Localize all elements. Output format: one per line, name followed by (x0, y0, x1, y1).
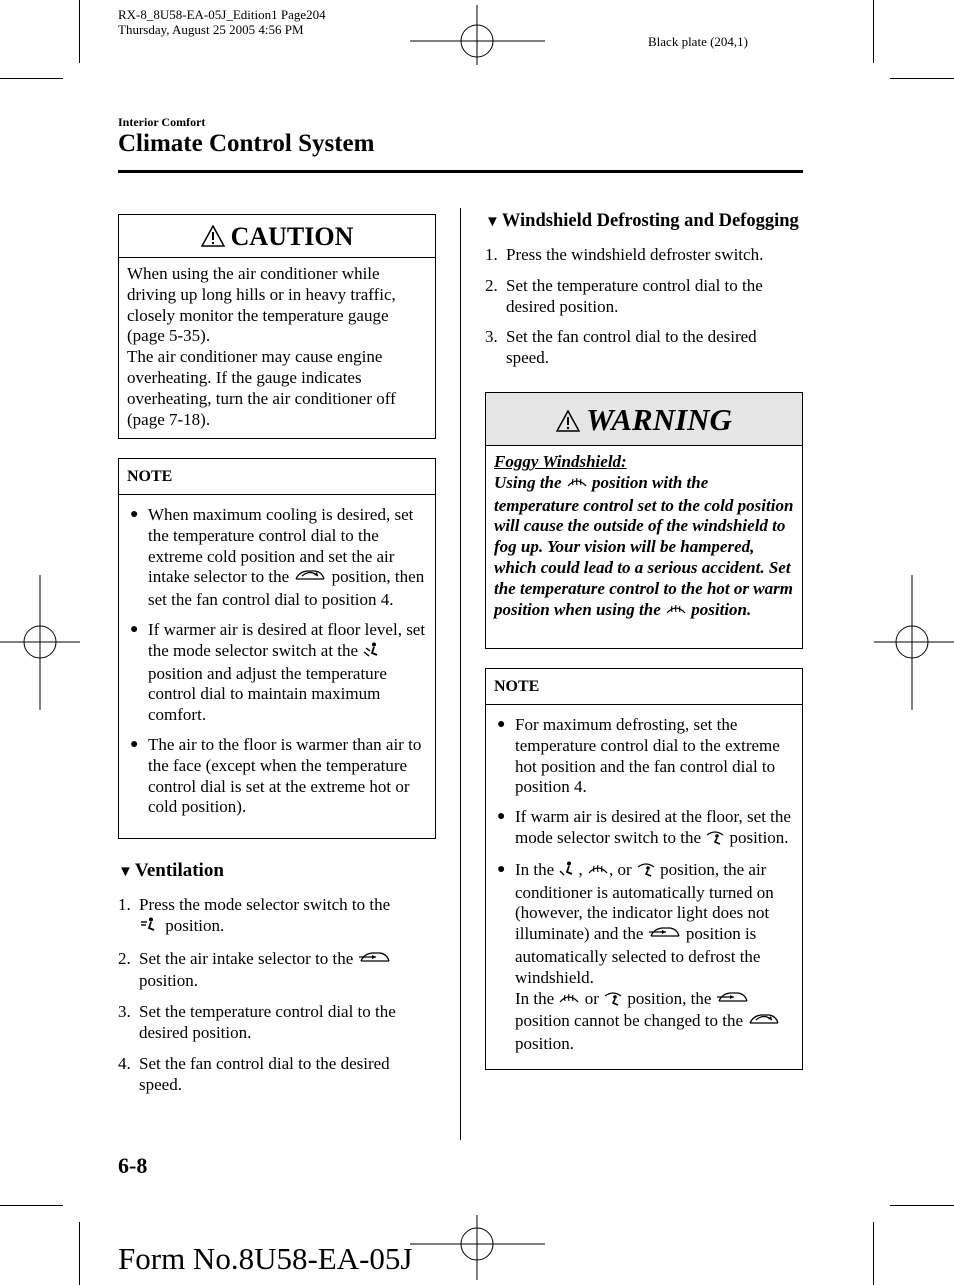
floor-mode-icon (558, 861, 578, 883)
note-box-cooling (118, 458, 436, 839)
ventilation-steps (118, 895, 436, 1105)
note-header: NOTE (486, 669, 802, 705)
note-item: ● If warmer air is desired at floor level, set the mode selector switch at the position and adjust the temperature control dial to maintain maximum comfort. (130, 619, 426, 725)
note-item: ● If warm air is desired at the floor, set the mode selector switch to the position. (494, 807, 796, 851)
recirculate-icon (747, 1012, 781, 1034)
vent-mode-icon (139, 917, 161, 939)
warning-triangle-icon (201, 225, 225, 247)
note-list (119, 495, 435, 818)
step-item: 1. Press the mode selector switch to the position. (118, 895, 436, 939)
caution-header (119, 215, 435, 258)
floor-defrost-icon (705, 829, 725, 851)
page-title: Climate Control System (118, 130, 375, 157)
defroster-icon (566, 474, 588, 496)
registration-mark-top (410, 5, 545, 75)
note-item: ● For maximum defrosting, set the temperature control dial to the extreme hot position and the fan control dial to position 4. (497, 715, 780, 797)
note-item: ● In the , , or position, the air conditioner is automatically turned on (however, the indicator light does not illuminate) and the position is automatically selected to defrost the windshield. In the or position, the position cannot be changed to the position. (494, 860, 796, 1055)
step-item: 3. Set the temperature control dial to the desired position. (118, 1002, 396, 1042)
defrost-steps (485, 245, 803, 379)
warning-triangle-icon (556, 410, 580, 432)
plate-label: Black plate (204,1) (648, 34, 748, 49)
section-label: Interior Comfort (118, 115, 206, 129)
outside-air-icon (716, 990, 750, 1012)
registration-mark-bottom (410, 1210, 545, 1280)
caution-body (119, 258, 435, 430)
note-header: NOTE (119, 459, 435, 495)
form-number: Form No.8U58-EA-05J (118, 1241, 413, 1276)
registration-mark-right (874, 575, 954, 710)
outside-air-icon (648, 925, 682, 947)
title-divider (118, 170, 803, 173)
step-item: 1. Press the windshield defroster switch. (485, 245, 764, 264)
step-item: 2. Set the air intake selector to the position. (118, 949, 436, 993)
ventilation-heading: ▼ Ventilation (118, 860, 224, 881)
note-item: ● The air to the floor is warmer than air to the face (except when the temperature control dial is set at the extreme hot or cold position). (130, 734, 422, 817)
print-header (118, 7, 326, 37)
defroster-icon (665, 601, 687, 623)
caution-paragraph-2: The air conditioner may cause engine overheating. If the gauge indicates overheating, turn the air conditioner off (page 7-18). (127, 347, 396, 429)
warning-body: Foggy Windshield: Using the position with the temperature control set to the cold position will cause the outside of the windshield to fog up. Your vision will be hampered, which could lead to a serious accident. Set the temperature control to the hot or warm position when using the position. (486, 446, 802, 622)
warning-title: WARNING (586, 402, 732, 437)
caution-box (118, 214, 436, 439)
note-item: ● When maximum cooling is desired, set the temperature control dial to the extreme cold position and set the air intake selector to the position, then set the fan control dial to position 4. (130, 505, 425, 610)
page-number: 6-8 (118, 1153, 148, 1178)
note-list (486, 705, 802, 1055)
print-header-line1: RX-8_8U58-EA-05J_Edition1 Page204 (118, 7, 326, 22)
outside-air-icon (358, 950, 392, 972)
floor-defrost-icon (636, 861, 656, 883)
caution-title: CAUTION (230, 222, 354, 251)
print-header-line2: Thursday, August 25 2005 4:56 PM (118, 22, 304, 37)
defrost-heading: ▼ Windshield Defrosting and Defogging (485, 211, 799, 231)
step-item: 2. Set the temperature control dial to the desired position. (485, 275, 763, 316)
column-divider (460, 208, 461, 1140)
warning-header (486, 393, 802, 446)
warning-subtitle: Foggy Windshield: (494, 452, 627, 471)
note-box-defrost (485, 668, 803, 1070)
defroster-icon (558, 990, 580, 1012)
step-item: 4. Set the fan control dial to the desired speed. (118, 1053, 390, 1094)
warning-box (485, 392, 803, 649)
recirculate-icon (293, 568, 327, 590)
step-item: 3. Set the fan control dial to the desired speed. (485, 327, 757, 368)
caution-paragraph-1: When using the air conditioner while driving up long hills or in heavy traffic, closely monitor the temperature gauge (page 5-35). (127, 264, 396, 346)
floor-mode-icon (362, 642, 384, 664)
registration-mark-left (0, 575, 80, 710)
floor-defrost-icon (603, 990, 623, 1012)
defroster-icon (587, 861, 609, 883)
